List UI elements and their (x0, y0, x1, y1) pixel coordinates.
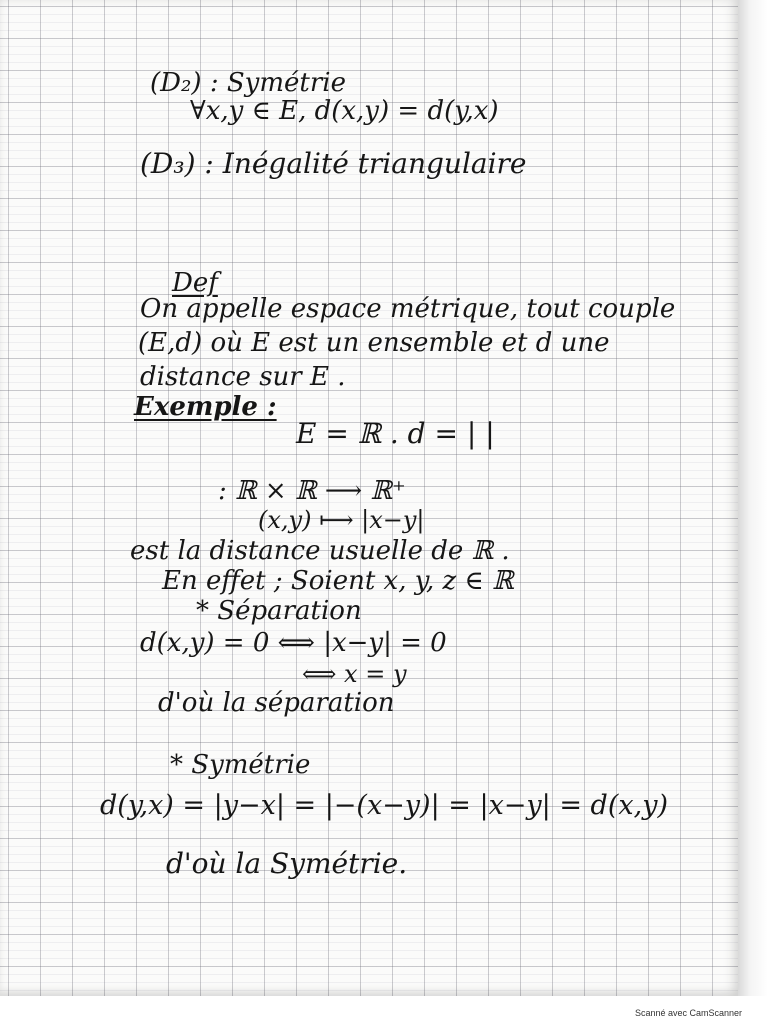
def-line-3: distance sur E . (140, 362, 346, 392)
d3-title: (D₃) : Inégalité triangulaire (140, 147, 527, 180)
d2-formula: ∀x,y ∈ E, d(x,y) = d(y,x) (190, 96, 499, 126)
def-line-1: On appelle espace métrique, tout couple (140, 294, 676, 324)
notebook-right-edge (738, 0, 768, 996)
d2-title: (D₂) : Symétrie (150, 68, 346, 98)
separation-eq-2: ⟺ x = y (302, 660, 407, 688)
separation-heading: * Séparation (196, 596, 362, 626)
def-line-2: (E,d) où E est un ensemble et d une (138, 328, 610, 358)
map-line-1: : ℝ × ℝ ⟶ ℝ⁺ (218, 476, 406, 506)
def-heading: Def (172, 268, 218, 298)
separation-eq-1: d(x,y) = 0 ⟺ |x−y| = 0 (140, 628, 447, 658)
symmetry-eq: d(y,x) = |y−x| = |−(x−y)| = |x−y| = d(x,y) (100, 790, 668, 821)
map-line-2: (x,y) ⟼ |x−y| (258, 506, 425, 534)
en-effet: En effet ; Soient x, y, z ∈ ℝ (162, 566, 514, 596)
symmetry-heading: * Symétrie (170, 750, 311, 780)
symmetry-conclusion: d'où la Symétrie. (166, 847, 408, 880)
camscanner-footer: Scanné avec CamScanner (634, 1008, 742, 1018)
separation-conclusion: d'où la séparation (158, 688, 395, 718)
usual-distance: est la distance usuelle de ℝ . (130, 536, 510, 566)
example-set: E = ℝ . d = | | (296, 417, 495, 450)
example-heading: Exemple : (134, 392, 277, 422)
